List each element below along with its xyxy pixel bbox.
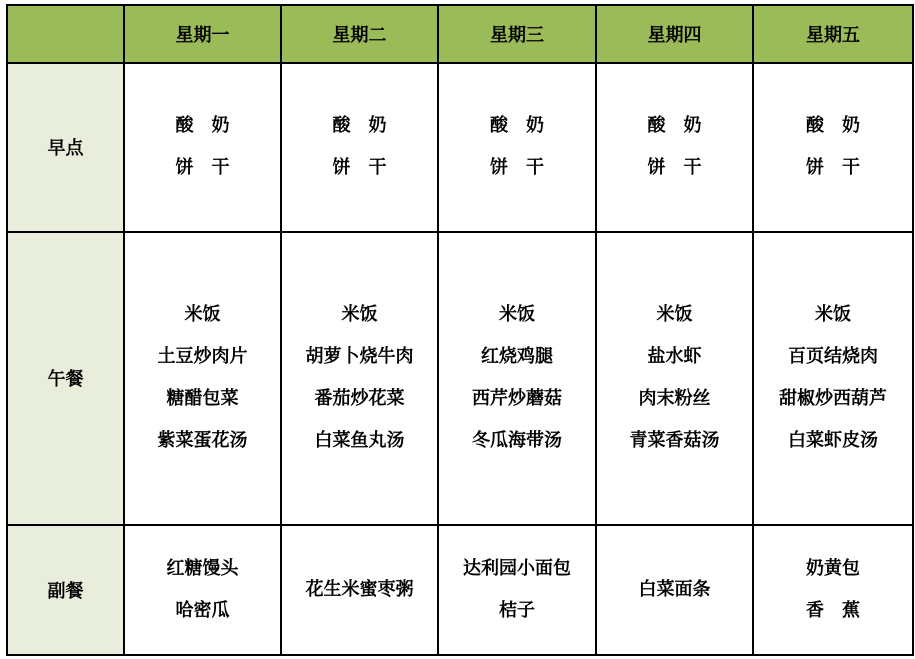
snack-row [7,525,913,655]
weekly-menu-table [6,4,914,656]
breakfast-cell-monday [124,63,281,232]
day-header-friday: 星期五 [753,5,913,63]
breakfast-row [7,63,913,232]
menu-item: 紫菜蛋花汤 [157,430,248,452]
menu-item: 酸 奶 [175,115,230,137]
menu-item: 米饭 [184,304,221,326]
menu-item: 饼 干 [175,157,230,179]
lunch-cell-thursday [596,232,753,525]
snack-cell-friday [753,525,913,655]
menu-item: 酸 奶 [806,115,860,137]
menu-item: 哈密瓜 [175,599,230,621]
menu-item: 酸 奶 [490,115,544,137]
menu-item: 饼 干 [332,157,387,179]
menu-item: 西芹炒蘑菇 [472,388,562,410]
day-header-thursday: 星期四 [596,5,753,63]
menu-item: 香 蕉 [806,599,860,621]
snack-cell-monday [124,525,281,655]
breakfast-cell-friday [753,63,913,232]
menu-item: 百页结烧肉 [788,346,878,368]
breakfast-cell-wednesday [438,63,596,232]
menu-item: 土豆炒肉片 [157,346,248,368]
menu-item: 糖醋包菜 [166,388,239,410]
menu-item: 奶黄包 [806,557,860,579]
menu-item: 饼 干 [490,157,544,179]
menu-item: 番茄炒花菜 [314,388,405,410]
menu-item: 米饭 [499,304,535,326]
menu-item: 酸 奶 [332,115,387,137]
lunch-cell-wednesday [438,232,596,525]
row-label-lunch: 午餐 [7,232,124,525]
menu-item: 饼 干 [806,157,860,179]
menu-item: 青菜香菇汤 [629,430,720,452]
header-row [7,5,913,63]
menu-item: 甜椒炒西葫芦 [779,388,887,410]
row-label-breakfast: 早点 [7,63,124,232]
corner-cell [7,5,124,63]
menu-item: 达利园小面包 [463,557,571,579]
lunch-cell-monday [124,232,281,525]
snack-cell-wednesday [438,525,596,655]
day-header-wednesday: 星期三 [438,5,596,63]
menu-item: 胡萝卜烧牛肉 [305,346,414,368]
menu-item: 米饭 [815,304,851,326]
menu-item: 米饭 [656,304,693,326]
lunch-cell-friday [753,232,913,525]
menu-item: 酸 奶 [647,115,702,137]
menu-item: 白菜鱼丸汤 [314,430,405,452]
menu-item: 盐水虾 [647,346,702,368]
menu-item: 米饭 [341,304,378,326]
menu-item: 白菜面条 [638,578,711,600]
lunch-row [7,232,913,525]
day-header-monday: 星期一 [124,5,281,63]
menu-item: 红烧鸡腿 [481,346,553,368]
breakfast-cell-tuesday [281,63,438,232]
menu-item: 肉末粉丝 [638,388,711,410]
menu-item: 白菜虾皮汤 [788,430,878,452]
breakfast-cell-thursday [596,63,753,232]
menu-item: 红糖馒头 [166,557,239,579]
menu-item: 冬瓜海带汤 [472,430,562,452]
snack-cell-tuesday [281,525,438,655]
snack-cell-thursday [596,525,753,655]
row-label-snack: 副餐 [7,525,124,655]
menu-item: 桔子 [499,599,535,621]
menu-item: 饼 干 [647,157,702,179]
day-header-tuesday: 星期二 [281,5,438,63]
menu-item: 花生米蜜枣粥 [305,578,414,600]
lunch-cell-tuesday [281,232,438,525]
